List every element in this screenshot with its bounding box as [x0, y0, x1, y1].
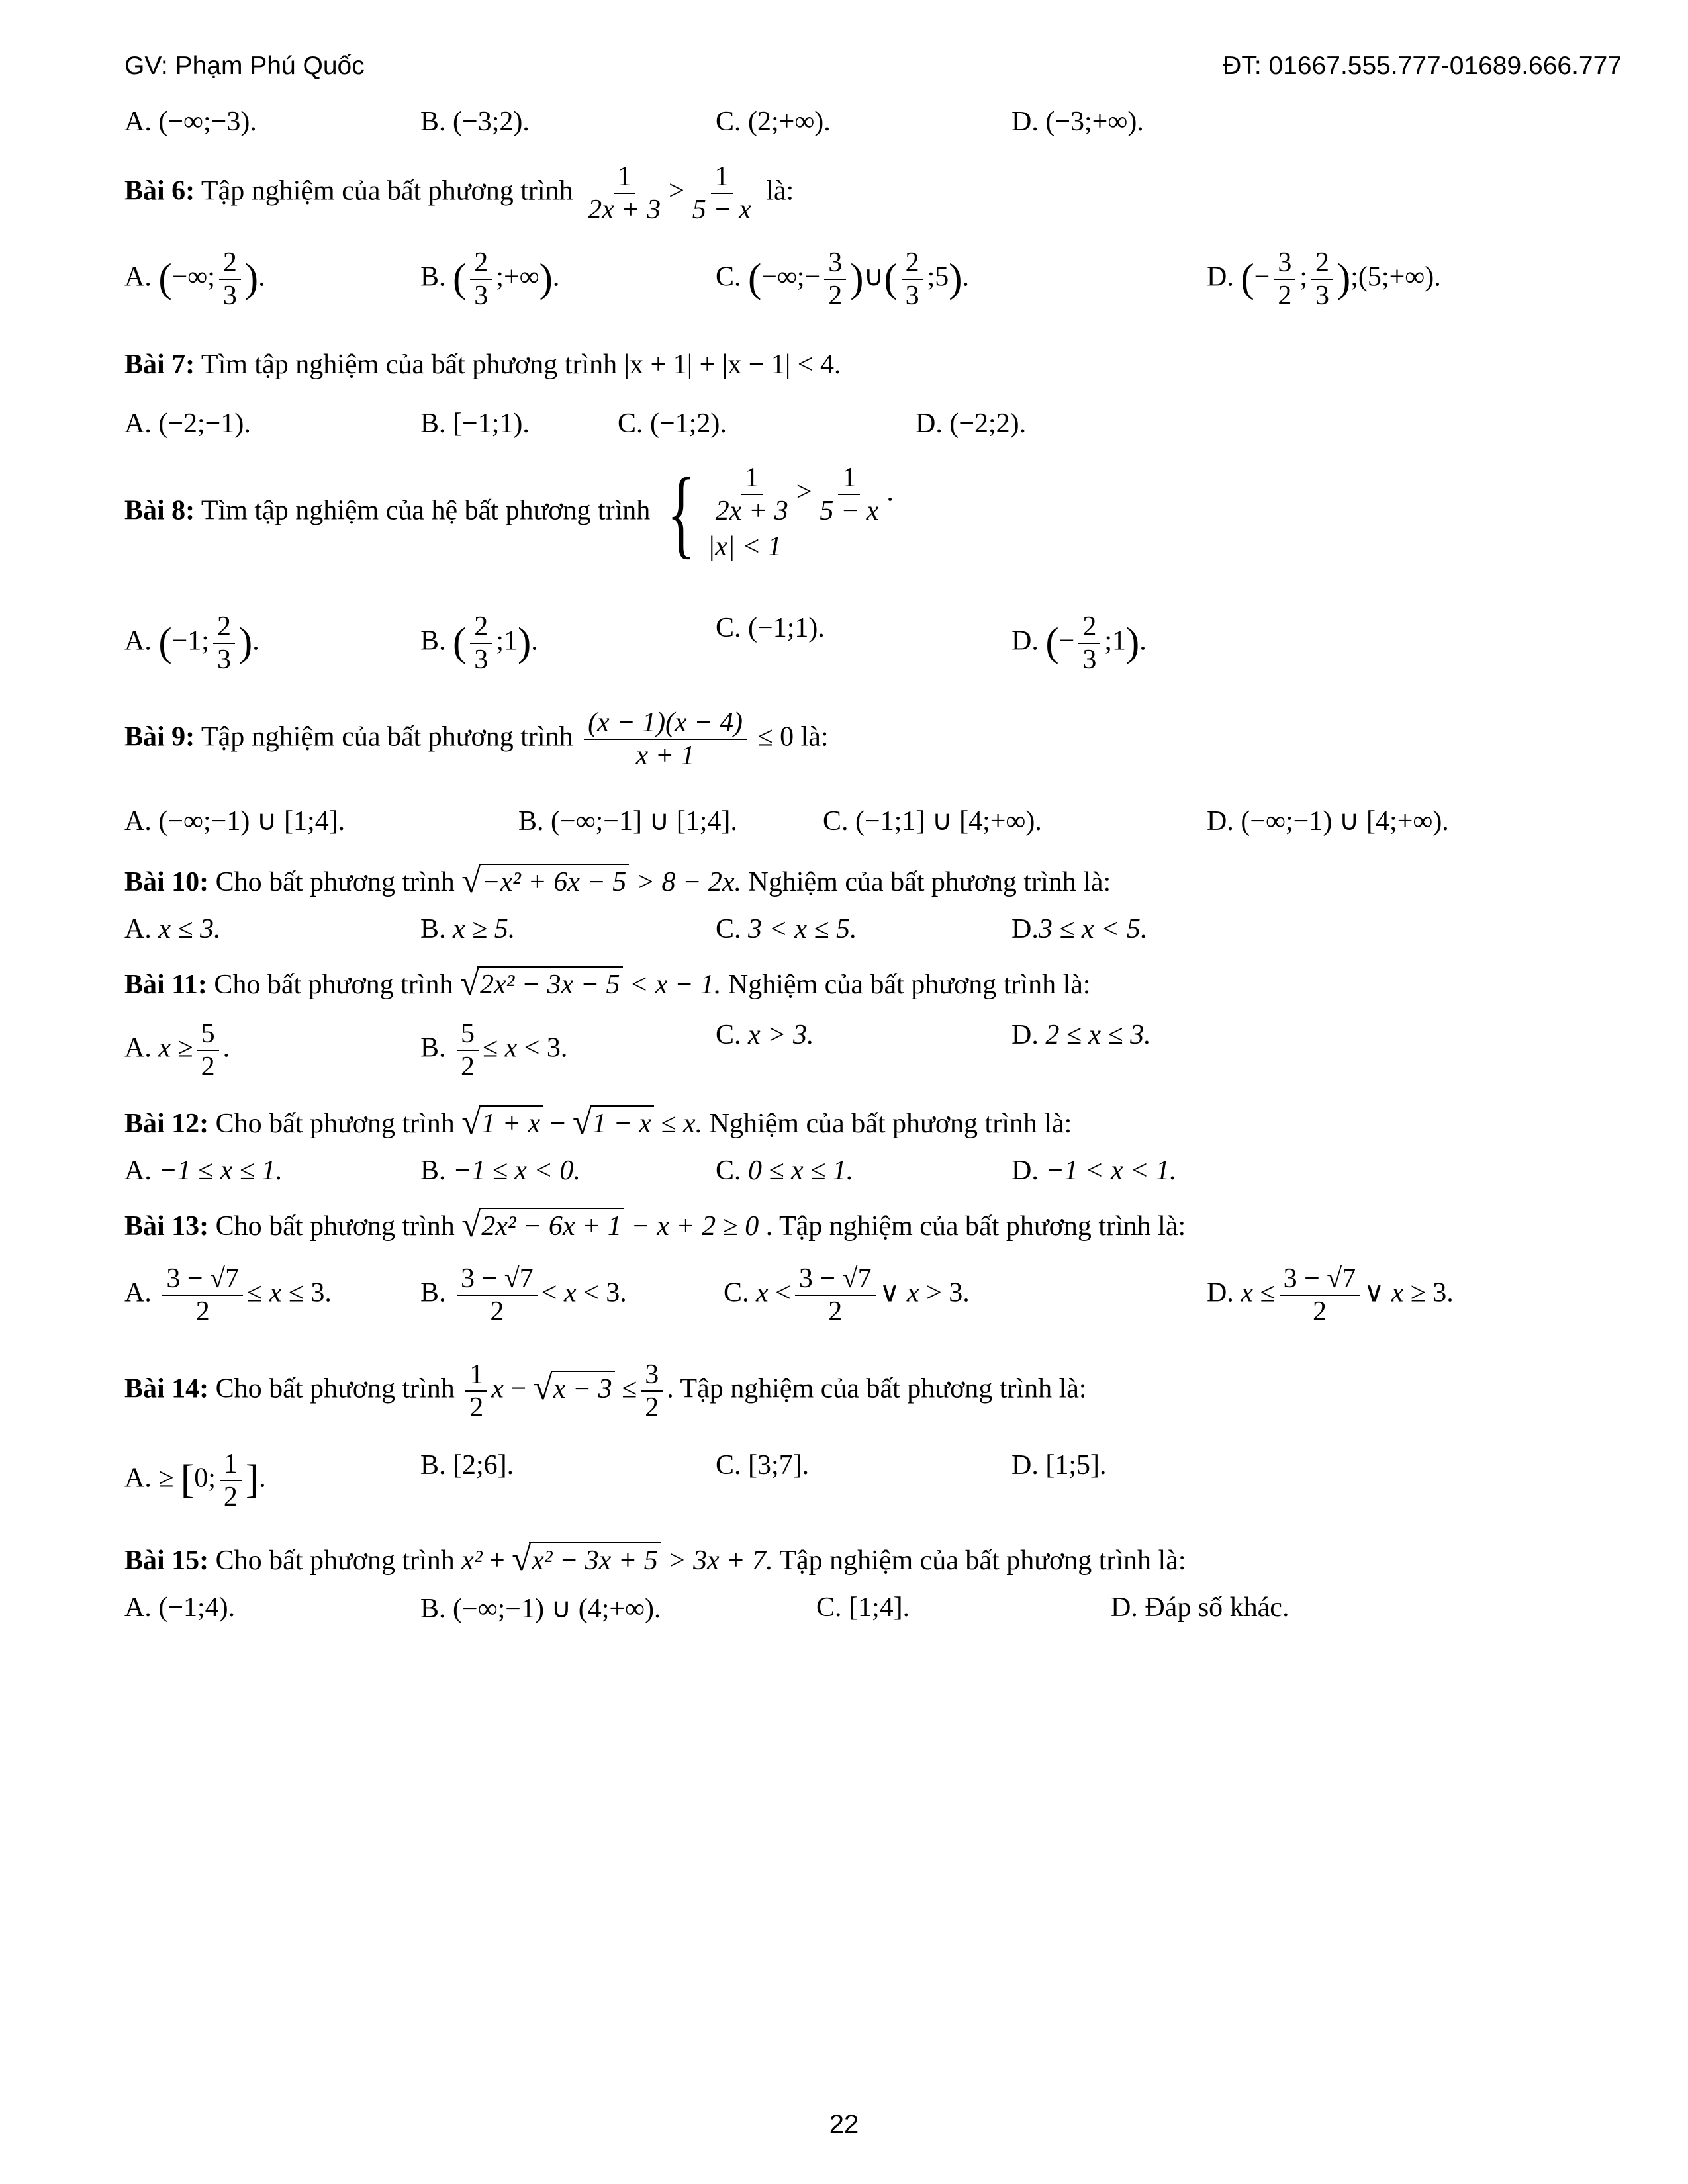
- question-10: Bài 10: Cho bất phương trình √ −x² + 6x − 5 > 8 − 2x. Nghiệm của bất phương trình là:: [124, 862, 1111, 900]
- question-8: Bài 8: Tìm tập nghiệm của hệ bất phương trình { $\frac{1}{2x + 3}$ > $\frac{1}{5 - x}$ . |x| < 1: [124, 458, 894, 569]
- page-number: 22: [829, 2110, 859, 2139]
- question-13: Bài 13: Cho bất phương trình √ 2x² − 6x + 1 − x + 2 ≥ 0 . Tập nghiệm của bất phương trình là:: [124, 1206, 1186, 1244]
- question-14: Bài 14: Cho bất phương trình $\frac{1}{2}$ x − √ x − 3 ≤ $\frac{3}{2}$ . Tập nghiệm của bất phương trình là:: [124, 1359, 1087, 1424]
- question-12: Bài 12: Cho bất phương trình √ 1 + x − √ 1 − x ≤ x. Nghiệm của bất phương trình là:: [124, 1103, 1072, 1142]
- question-15: Bài 15: Cho bất phương trình x² + √ x² − 3x + 5 > 3x + 7. Tập nghiệm của bất phương trình là:: [124, 1540, 1186, 1578]
- question-7: Bài 7: Tìm tập nghiệm của bất phương trình |x + 1| + |x − 1| < 4.: [124, 349, 841, 380]
- question-9: Bài 9: Tập nghiệm của bất phương trình $\frac{(x - 1)(x - 4)}{x + 1}$ ≤ 0 là:: [124, 707, 829, 772]
- question-11: Bài 11: Cho bất phương trình √ 2x² − 3x − 5 < x − 1. Nghiệm của bất phương trình là:: [124, 964, 1091, 1003]
- teacher-phone: ĐT: 01667.555.777-01689.666.777: [1223, 52, 1622, 80]
- document-page: GV: Phạm Phú Quốc ĐT: 01667.555.777-01689.666.777 A. (−∞;−3). B. (−3;2). C. (2;+∞). D. (−3;+∞). Bài 6: Tập nghiệm của bất phương trình $\frac{1}{2x + 3}$ > $\frac{1}{5 - x}$ là: A. (−∞; $\frac{2}{3}$ ). B. ( $\frac{2}{3}$ ;+∞). C. (−∞;− $\frac{3}{2}$ )∪( $\frac{2}{3}$ ;5). D. (− $\frac{3}{2}$ ; $\frac{2}{3}$ );(5;+∞). Bài 7: Tìm tập nghiệm của bất phương trình |x + 1| + |x − 1| < 4. A. (−2;−1). B. [−1;1). C. (−1;2). D. (−2;2). Bài 8: Tìm tập nghiệm của hệ bất phương trình { $\frac{1}{2x + 3}$ > $\frac{1}{5 - x}$ . |x| < 1 A. (−1; $\frac{2}{3}$ ). B. ( $\frac{2}{3}$ ;1). C. (−1;1). D. (− $\frac{2}{3}$ ;1). Bài 9: Tập nghiệm của bất phương trình $\frac{(x - 1)(x - 4)}{x + 1}$ ≤ 0 là: A. (−∞;−1) ∪ [1;4]. B. (−∞;−1] ∪ [1;4]. C. (−1;1] ∪ [4;+∞). D. (−∞;−1) ∪ [4;+∞). Bài 10: Cho bất phương trình √ −x² + 6x − 5 > 8 − 2x. Nghiệm của bất phương trình là: A. x ≤ 3. B. x ≥ 5. C. 3 < x ≤ 5. D.3 ≤ x < 5. Bài 11: Cho bất phương trình √ 2x² − 3x − 5 < x − 1. Nghiệm của bất phương trình là: A. x ≥ $\frac{5}{2}$ . B. $\frac{5}{2}$ ≤ x < 3. C. x > 3. D. 2 ≤ x ≤ 3. Bài 12: Cho bất phương trình √ 1 + x − √ 1 − x ≤ x. Nghiệm của bất phương trình là: A. −1 ≤ x ≤ 1. B. −1 ≤ x < 0. C. 0 ≤ x ≤ 1. D. −1 < x < 1. Bài 13: Cho bất phương trình √ 2x² − 6x + 1 − x + 2 ≥ 0 . Tập nghiệm của bất phương trình là: A. $\frac{3 - √7}{2}$ ≤ x ≤ 3. B. $\frac{3 - √7}{2}$ < x < 3. C. x < $\frac{3 - √7}{2}$ ∨ x > 3. D. x ≤ $\frac{3 - √7}{2}$ ∨ x ≥ 3. Bài 14: Cho bất phương trình $\frac{1}{2}$ x − √ x − 3 ≤ $\frac{3}{2}$ . Tập nghiệm của bất phương trình là: A. ≥ [0; $\frac{1}{2}$ ]. B. [2;6]. C. [3;7]. D. [1;5]. Bài 15: Cho bất phương trình x² + √ x² − 3x + 5 > 3x + 7. Tập nghiệm của bất phương trình là: A. (−1;4). B. (−∞;−1) ∪ (4;+∞). C. [1;4]. D. Đáp số khác. 22: [0, 0, 1688, 2184]
- question-6: Bài 6: Tập nghiệm của bất phương trình $\frac{1}{2x + 3}$ > $\frac{1}{5 - x}$ là:: [124, 161, 794, 226]
- teacher-name: GV: Phạm Phú Quốc: [124, 52, 365, 80]
